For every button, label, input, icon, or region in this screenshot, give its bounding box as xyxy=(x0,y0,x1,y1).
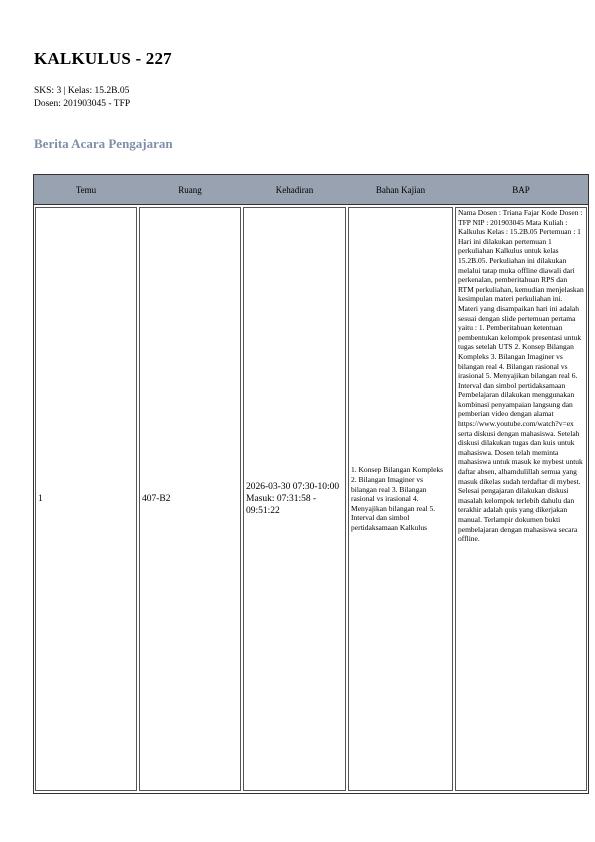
header-ruang: Ruang xyxy=(178,184,202,195)
temu-value: 1 xyxy=(38,494,43,504)
cell-kehadiran xyxy=(243,207,346,791)
bap-table xyxy=(33,174,589,794)
cell-bap xyxy=(455,207,587,791)
section-title: Berita Acara Pengajaran xyxy=(34,136,173,151)
cell-bahan-kajian xyxy=(348,207,453,791)
kehadiran-value: 2026-03-30 07:30-10:00 Masuk: 07:31:58 - 09:51:22 xyxy=(246,482,340,516)
table-header xyxy=(33,174,589,205)
header-bap: BAP xyxy=(512,184,530,195)
header-kehadiran: Kehadiran xyxy=(275,184,314,195)
header-temu: Temu xyxy=(75,184,97,195)
bahan-kajian-value: 1. Konsep Bilangan Kompleks 2. Bilangan Imaginer vs bilangan real 3. Bilangan rasional vs irasional 4. Menyajikan bilangan real 5. Interval dan simbol pertidaksamaan Kalkulus xyxy=(351,465,444,532)
course-credits-class: SKS: 3 | Kelas: 15.2B.05 xyxy=(34,86,130,96)
course-title: KALKULUS - 227 xyxy=(34,49,172,68)
course-lecturer: Dosen: 201903045 - TFP xyxy=(34,99,131,109)
table-row xyxy=(33,205,589,794)
cell-temu xyxy=(35,207,137,791)
cell-ruang xyxy=(139,207,241,791)
ruang-value: 407-B2 xyxy=(142,494,171,504)
bap-value: Nama Dosen : Triana Fajar Kode Dosen : TFP NIP : 201903045 Mata Kuliah : Kalkulus Kelas : 15.2B.05 Pertemuan : 1 Hari ini dilakukan pertemuan 1 perkuliahan Kalkulus untuk kelas 15.2B.05. Perkuliahan ini dilakukan melalui tatap muka offline diawali dari perkenalan, pemberitahuan RPS dan RTM perkuliahan, kemudian menjelaskan kesimpulan materi perkuliahan ini. Materi yang disampaikan hari ini adalah sesuai dengan slide pertemuan pertama yaitu : 1. Pemberitahuan ketentuan pembentukan kelompok presentasi untuk tugas setelah UTS 2. Konsep Bilangan Kompleks 3. Bilangan Imaginer vs bilangan real 4. Bilangan rasional vs irasional 5. Menyajikan bilangan real 6. Interval dan simbol pertidaksamaan Pembelajaran dilakukan menggunakan kombinasi penyampaian langsung dan pemberian video dengan alamat https://www.youtube.com/watch?v=ex serta diskusi dengan mahasiswa. Setelah diskusi dilakukan tugas dan kuis untuk mahasiswa. Dosen telah meminta mahasiswa untuk masuk ke mybest untuk daftar absen, alhamdulillah semua yang masuk dikelas sudah terdaftar di mybest. Selesai pengajaran dilakukan diskusi masalah kelompok terlebih dahulu dan terakhir adalah quis yang dikerjakan manual. Terlampir dokumen bukti pembelajaran dengan mahasiswa secara offline. xyxy=(458,208,584,544)
header-bahan-kajian: Bahan Kajian xyxy=(375,184,426,195)
